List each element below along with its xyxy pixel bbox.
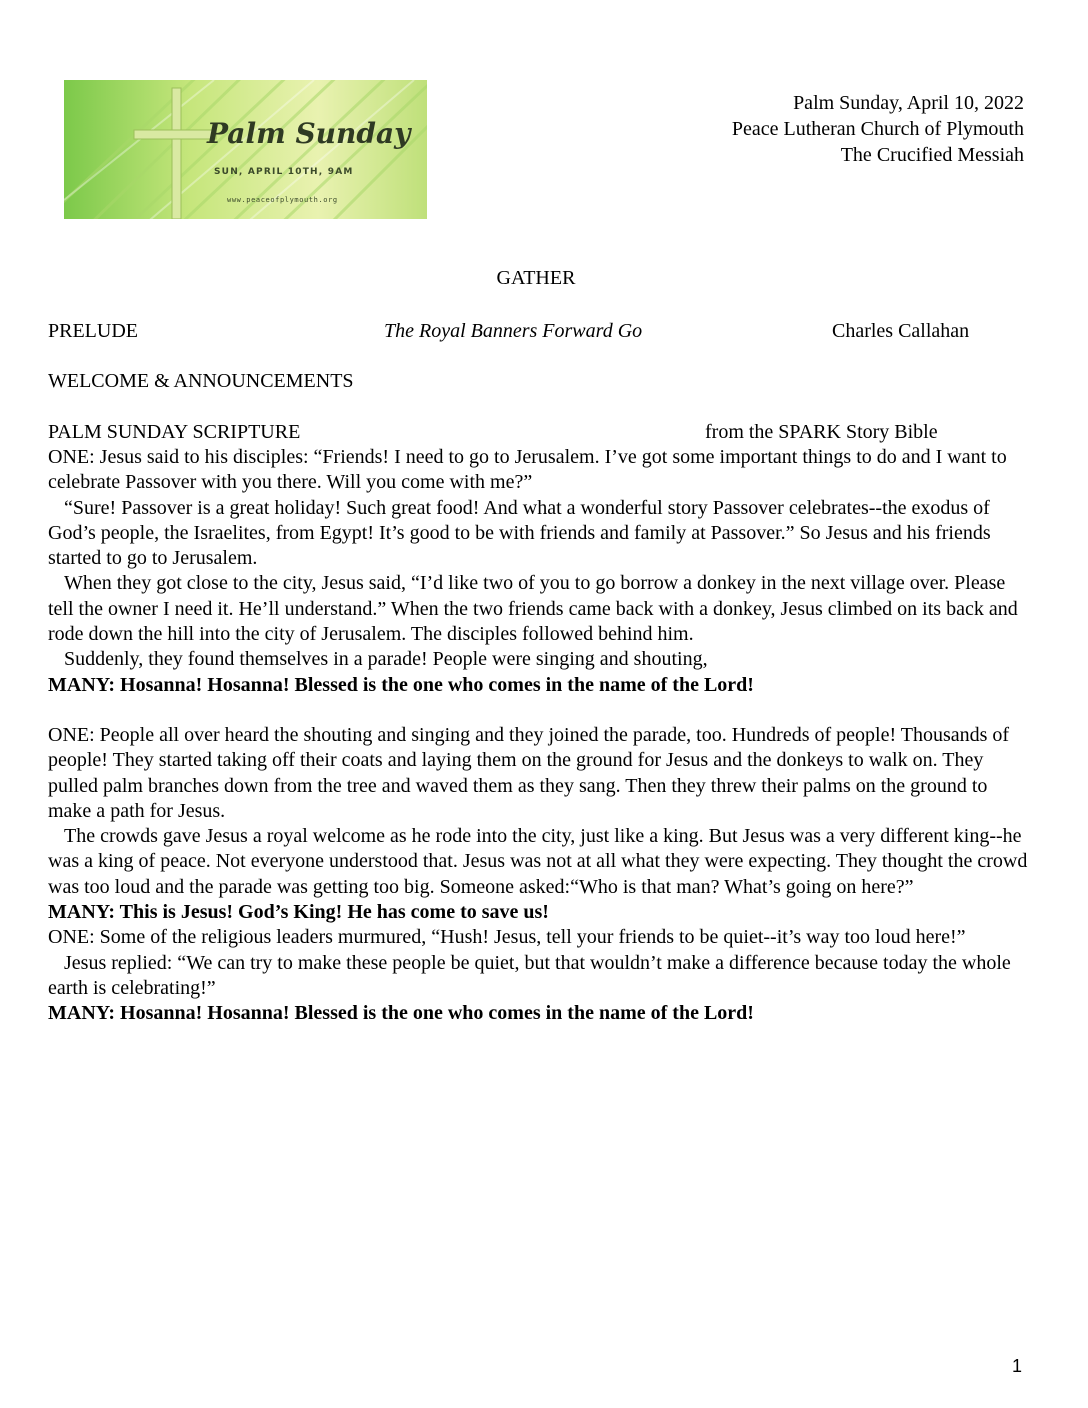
banner-date: SUN, APRIL 10TH, 9AM — [214, 167, 354, 177]
scripture-reading — [48, 445, 1028, 1027]
reading-paragraph: ONE: People all over heard the shouting and singing and they joined the parade, too. Hundreds of people! Thousands of people! They started taking off their coats and laying them on the ground for Jesus and the donkeys to walk on. They pulled palm branches down from the tree and waved them as they sang. Then they threw their palms on the ground to make a path for Jesus. — [48, 723, 1010, 822]
palm-sunday-banner-image — [64, 80, 427, 219]
reading-paragraph: “Sure! Passover is a great holiday! Such great food! And what a wonderful story Passover celebrates--the exodus of God’s people, the Israelites, from Egypt! It’s good to be with friends and family at Passover.” So Jesus and his friends started to go to Jerusalem. — [48, 496, 991, 570]
banner-title: Palm Sunday — [207, 117, 411, 150]
congregation-response: MANY: This is Jesus! God’s King! He has come to save us! — [48, 901, 549, 924]
scripture-heading: PALM SUNDAY SCRIPTURE — [48, 421, 301, 443]
reading-paragraph: ONE: Some of the religious leaders murmured, “Hush! Jesus, tell your friends to be quiet--it’s way too loud here!” — [48, 926, 966, 949]
congregation-response: MANY: Hosanna! Hosanna! Blessed is the one who comes in the name of the Lord! — [48, 1002, 754, 1025]
service-date: Palm Sunday, April 10, 2022 — [793, 92, 1024, 114]
reading-paragraph: Jesus replied: “We can try to make these people be quiet, but that wouldn’t make a difference because today the whole earth is celebrating!” — [48, 951, 1011, 999]
banner-url: www.peaceofplymouth.org — [227, 196, 338, 204]
scripture-source: from the SPARK Story Bible — [705, 421, 938, 443]
prelude-composer: Charles Callahan — [832, 320, 970, 342]
page-number: 1 — [1011, 1356, 1022, 1376]
congregation-response: MANY: Hosanna! Hosanna! Blessed is the one who comes in the name of the Lord! — [48, 673, 754, 696]
reading-paragraph: The crowds gave Jesus a royal welcome as he rode into the city, just like a king. But Jesus was a very different king--he was a king of peace. Not everyone understood that. Jesus was not at all what they were expecting. They thought the crowd was too loud and the parade was getting too big. Someone asked:“Who is that man? What’s going on here?” — [48, 825, 1028, 898]
reading-paragraph: Suddenly, they found themselves in a parade! People were singing and shouting, — [64, 648, 708, 671]
prelude-piece: The Royal Banners Forward Go — [384, 320, 643, 342]
reading-paragraph: When they got close to the city, Jesus said, “I’d like two of you to go borrow a donkey in the next village over. Please tell the owner I need it. He’ll understand.” When the two friends came back with a donkey, Jesus climbed on its back and rode down the hill into the city of Jerusalem. The disciples followed behind him. — [48, 572, 1018, 646]
service-header — [732, 90, 1024, 168]
reading-paragraph: ONE: Jesus said to his disciples: “Friends! I need to go to Jerusalem. I’ve got some important things to do and I want to celebrate Passover with you there. Will you come with me?” — [48, 446, 1007, 494]
service-theme: The Crucified Messiah — [840, 144, 1024, 166]
section-title: GATHER — [496, 267, 576, 289]
welcome-heading: WELCOME & ANNOUNCEMENTS — [48, 370, 354, 392]
church-name: Peace Lutheran Church of Plymouth — [731, 118, 1024, 140]
prelude-label: PRELUDE — [48, 320, 138, 342]
paragraph-spacer — [48, 698, 1028, 723]
